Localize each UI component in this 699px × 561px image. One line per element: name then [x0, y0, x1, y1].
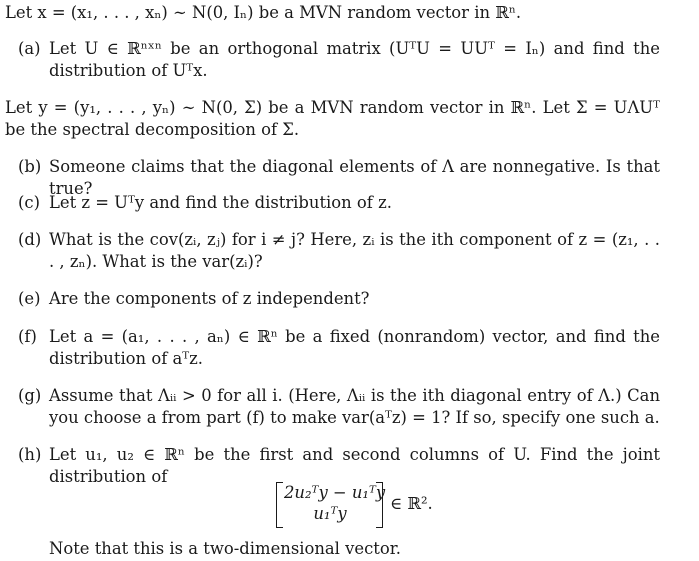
part-c	[18, 192, 660, 214]
part-b-text: Someone claims that the diagonal elements of Λ are nonnegative. Is that true?	[49, 157, 660, 198]
part-a-text: Let U ∈ ℝⁿˣⁿ be an orthogonal matrix (UᵀU = UUᵀ = Iₙ) and find the distribution of Uᵀx.	[49, 39, 660, 80]
part-h-label: (h)	[18, 445, 42, 464]
part-d-text: What is the cov(zᵢ, zⱼ) for i ≠ j? Here, zᵢ is the ith component of z = (z₁, . . . , zₙ). What is the var(zᵢ)?	[49, 230, 660, 271]
vector-row-1: 2u₂ᵀy − u₁ᵀy	[284, 483, 386, 502]
part-e	[18, 288, 660, 310]
part-d	[18, 229, 660, 273]
part-f-text: Let a = (a₁, . . . , aₙ) ∈ ℝⁿ be a fixed (nonrandom) vector, and find the distribution of aᵀz.	[49, 327, 660, 368]
left-bracket	[276, 482, 283, 528]
part-a-label: (a)	[18, 39, 41, 58]
part-f-label: (f)	[18, 327, 37, 346]
part-a	[18, 38, 660, 82]
part-g	[18, 385, 660, 429]
part-h-text: Let u₁, u₂ ∈ ℝⁿ be the first and second columns of U. Find the joint distribution of	[49, 445, 660, 486]
part-e-label: (e)	[18, 289, 41, 308]
part-e-text: Are the components of z independent?	[49, 289, 370, 308]
intro-statement: Let x = (x₁, . . . , xₙ) ∼ N(0, Iₙ) be a MVN random vector in ℝⁿ.	[5, 3, 522, 22]
part-h-note: Note that this is a two-dimensional vector.	[49, 539, 401, 558]
part-g-label: (g)	[18, 386, 42, 405]
part-d-label: (d)	[18, 230, 42, 249]
part-c-label: (c)	[18, 193, 40, 212]
part-f	[18, 326, 660, 370]
right-bracket	[376, 482, 383, 528]
setup-statement: Let y = (y₁, . . . , yₙ) ∼ N(0, Σ) be a MVN random vector in ℝⁿ. Let Σ = UΛUᵀ be the spectral decomposition of Σ.	[5, 98, 660, 139]
vector-membership: ∈ ℝ².	[390, 494, 433, 513]
vector-row-2: u₁ᵀy	[313, 504, 347, 523]
part-b-label: (b)	[18, 157, 42, 176]
joint-vector-display	[276, 480, 436, 530]
part-c-text: Let z = Uᵀy and find the distribution of z.	[49, 193, 392, 212]
part-g-text: Assume that Λᵢᵢ > 0 for all i. (Here, Λᵢᵢ is the ith diagonal entry of Λ.) Can you choose a from part (f) to make var(aᵀz) = 1? If so, specify one such a.	[49, 386, 660, 427]
